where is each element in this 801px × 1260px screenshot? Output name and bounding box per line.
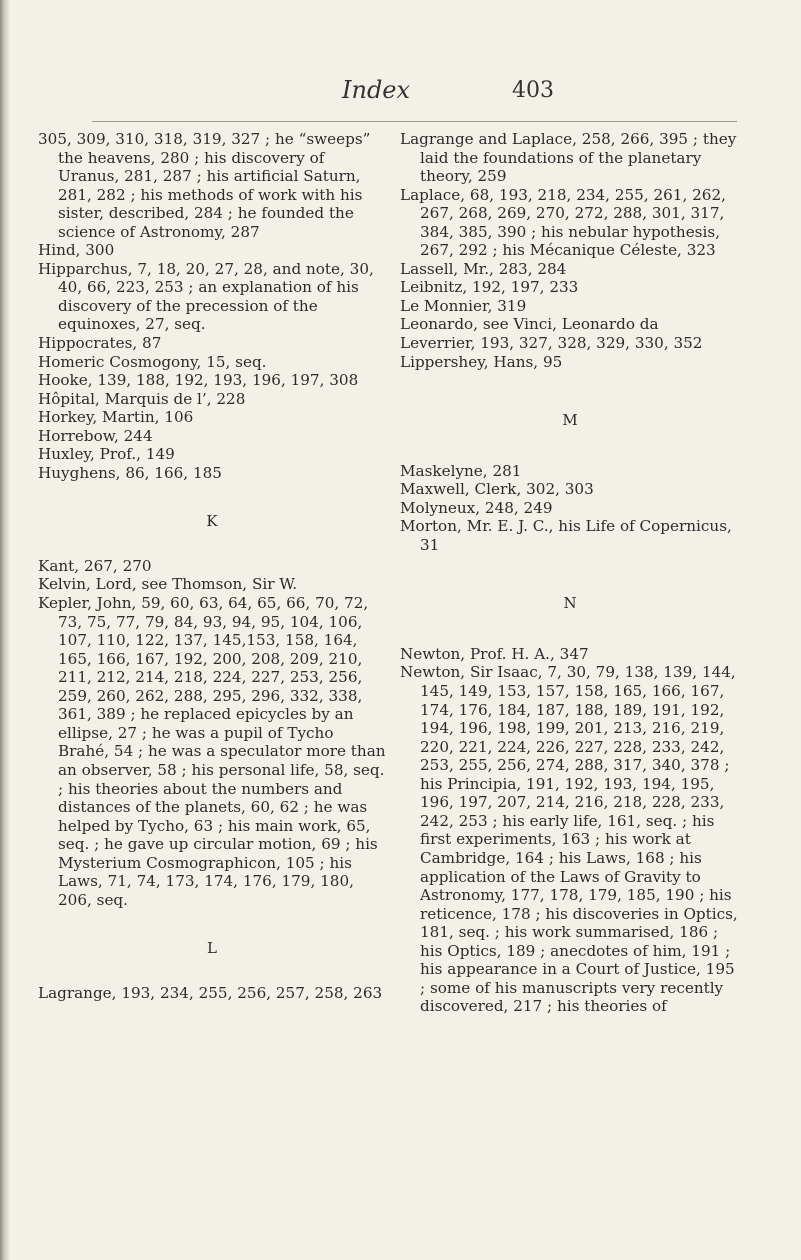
right-column xyxy=(400,130,740,1016)
index-entry: Kant, 267, 270 xyxy=(38,556,152,575)
running-title: Index xyxy=(342,76,411,104)
index-entry: Hippocrates, 87 xyxy=(38,334,162,353)
section-letter-n: N xyxy=(563,594,577,613)
index-entry: Hipparchus, 7, 18, 20, 27, 28, and note, 30, 40, 66, 223, 253 ; an explanation of his discovery of the precession of the equinoxes, 27, seq. xyxy=(38,259,374,334)
index-entry: Hooke, 139, 188, 192, 193, 196, 197, 308 xyxy=(38,371,359,390)
index-entry: Maxwell, Clerk, 302, 303 xyxy=(400,480,594,499)
index-entry: Newton, Sir Isaac, 7, 30, 79, 138, 139, 144, 145, 149, 153, 157, 158, 165, 166, 167, 174, 176, 184, 187, 188, 189, 191, 192, 194, 196, 198, 199, 201, 213, 216, 219, 220, 221, 224, 226, 227, 228, 233, 242, 253, 255, 256, 274, 288, 317, 340, 378 ; his Principia, 191, 192, 193, 194, 195, 196, 197, 207, 214, 216, 218, 228, 233, 242, 253 ; his early life, 161, seq. ; his first experiments, 163 ; his work at Cambridge, 164 ; his Laws, 168 ; his application of the Laws of Gravity to Astronomy, 177, 178, 179, 185, 190 ; his reticence, 178 ; his discoveries in Optics, 181, seq. ; his work summarised, 186 ; his Optics, 189 ; anecdotes of him, 191 ; his appearance in a Court of Justice, 195 ; some of his manuscripts very recently discovered, 217 ; his theories of xyxy=(400,663,738,1016)
index-entry: Huxley, Prof., 149 xyxy=(38,445,175,464)
index-entry: Leonardo, see Vinci, Leonardo da xyxy=(400,315,659,334)
index-entry: Leibnitz, 192, 197, 233 xyxy=(400,278,579,297)
index-entry: Kepler, John, 59, 60, 63, 64, 65, 66, 70, 72, 73, 75, 77, 79, 84, 93, 94, 95, 104, 106, 107, 110, 122, 137, 145,153, 158, 164, 165, 166, 167, 192, 200, 208, 209, 210, 211, 212, 214, 218, 224, 227, 253, 256, 259, 260, 262, 288, 295, 296, 332, 338, 361, 389 ; he replaced epicycles by an ellipse, 27 ; he was a pupil of Tycho Brahé, 54 ; he was a speculator more than an observer, 58 ; his personal life, 58, seq. ; his theories about the numbers and distances of the planets, 60, 62 ; he was helped by Tycho, 63 ; his main work, 65, seq. ; he gave up circular motion, 69 ; his Mysterium Cosmographicon, 105 ; his Laws, 71, 74, 173, 174, 176, 179, 180, 206, seq. xyxy=(38,594,386,909)
section-letter-m: M xyxy=(562,411,578,430)
page-header xyxy=(300,76,600,106)
index-entry: Lagrange, 193, 234, 255, 256, 257, 258, 263 xyxy=(38,983,383,1002)
header-rule xyxy=(92,121,737,122)
index-entry: Huyghens, 86, 166, 185 xyxy=(38,463,222,482)
page-binding-edge xyxy=(0,0,10,1260)
index-entry: Newton, Prof. H. A., 347 xyxy=(400,644,589,663)
index-entry: Lippershey, Hans, 95 xyxy=(400,352,563,371)
index-entry: Lassell, Mr., 283, 284 xyxy=(400,259,567,278)
index-entry: Horkey, Martin, 106 xyxy=(38,408,194,427)
index-entry: Leverrier, 193, 327, 328, 329, 330, 352 xyxy=(400,334,703,353)
index-entry: Laplace, 68, 193, 218, 234, 255, 261, 262, 267, 268, 269, 270, 272, 288, 301, 317, 384, 385, 390 ; his nebular hypothesis, 267, 292 ; his Mécanique Céleste, 323 xyxy=(400,185,726,260)
index-entry: Le Monnier, 319 xyxy=(400,296,527,315)
page-number: 403 xyxy=(512,78,554,103)
index-entry: Hôpital, Marquis de l’, 228 xyxy=(38,389,246,408)
index-entry: Kelvin, Lord, see Thomson, Sir W. xyxy=(38,575,298,594)
index-entry: Homeric Cosmogony, 15, seq. xyxy=(38,352,267,371)
index-entry: 305, 309, 310, 318, 319, 327 ; he “sweeps” the heavens, 280 ; his discovery of Uranus, 281, 287 ; his artificial Saturn, 281, 282 ; his methods of work with his sister, described, 284 ; he founded the science of Astronomy, 287 xyxy=(38,130,371,241)
index-entry: Horrebow, 244 xyxy=(38,426,153,445)
index-entry: Lagrange and Laplace, 258, 266, 395 ; they laid the foundations of the planetary theory, 259 xyxy=(400,130,737,186)
index-entry: Maskelyne, 281 xyxy=(400,461,522,480)
left-column xyxy=(38,130,386,1002)
section-letter-k: K xyxy=(206,512,218,531)
index-entry: Hind, 300 xyxy=(38,241,115,260)
index-entry: Morton, Mr. E. J. C., his Life of Copernicus, 31 xyxy=(400,517,732,554)
index-entry: Molyneux, 248, 249 xyxy=(400,498,553,517)
section-letter-l: L xyxy=(207,939,217,958)
